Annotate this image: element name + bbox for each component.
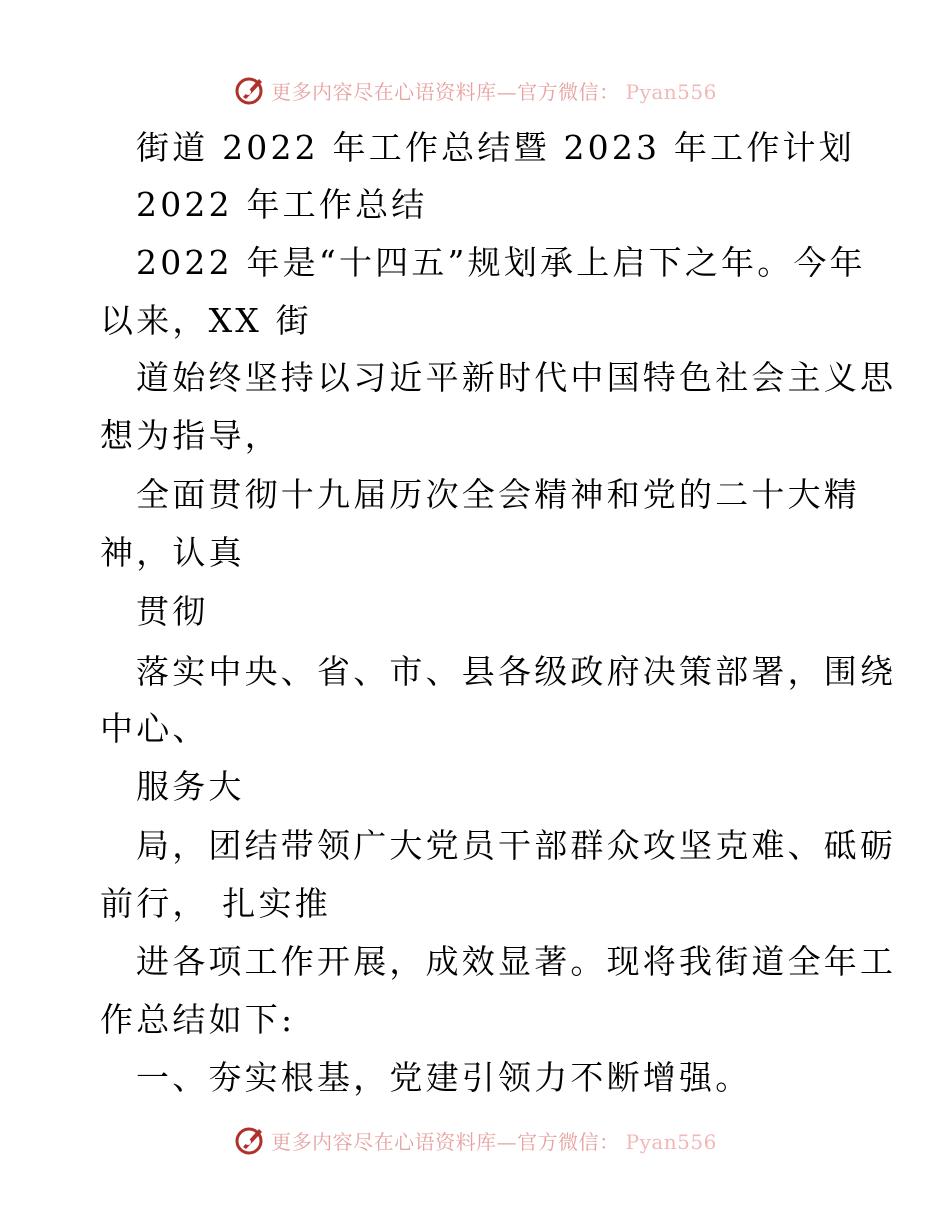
paragraph-line: 局，团结带领广大党员干部群众攻坚克难、砥砺 (136, 826, 897, 865)
wechat-account: Pyan556 (625, 79, 717, 104)
wechat-account: Pyan556 (625, 1129, 717, 1154)
section-heading: 一、夯实根基，党建引领力不断增强。 (136, 1058, 752, 1097)
banner-text: 更多内容尽在心语资料库—官方微信： (271, 1129, 620, 1154)
paragraph-line: 服务大 (136, 767, 245, 806)
section-heading: 2022 年工作总结 (136, 185, 428, 224)
paragraph-line: 道始终坚持以习近平新时代中国特色社会主义思 (136, 358, 897, 397)
paragraph-line: 贯彻 (136, 592, 209, 631)
footer-banner (0, 1120, 950, 1160)
paragraph-line: 前行， 扎实推 (100, 884, 331, 923)
paragraph-line: 以来，XX 街 (100, 301, 312, 340)
banner-text: 更多内容尽在心语资料库—官方微信： (271, 79, 620, 104)
paragraph-line: 全面贯彻十九届历次全会精神和党的二十大精 (136, 475, 860, 514)
paragraph-line: 进各项工作开展，成效显著。现将我街道全年工 (136, 942, 897, 981)
paragraph-line: 神，认真 (100, 533, 245, 572)
paragraph-line: 落实中央、省、市、县各级政府决策部署，围绕 (136, 652, 897, 691)
quill-logo-icon (233, 1123, 267, 1157)
paragraph-line: 2022 年是“十四五”规划承上启下之年。今年 (136, 243, 866, 282)
document-title: 街道 2022 年工作总结暨 2023 年工作计划 (136, 128, 855, 167)
paragraph-line: 作总结如下: (100, 1000, 296, 1039)
paragraph-line: 中心、 (100, 709, 209, 748)
paragraph-line: 想为指导， (100, 416, 281, 455)
